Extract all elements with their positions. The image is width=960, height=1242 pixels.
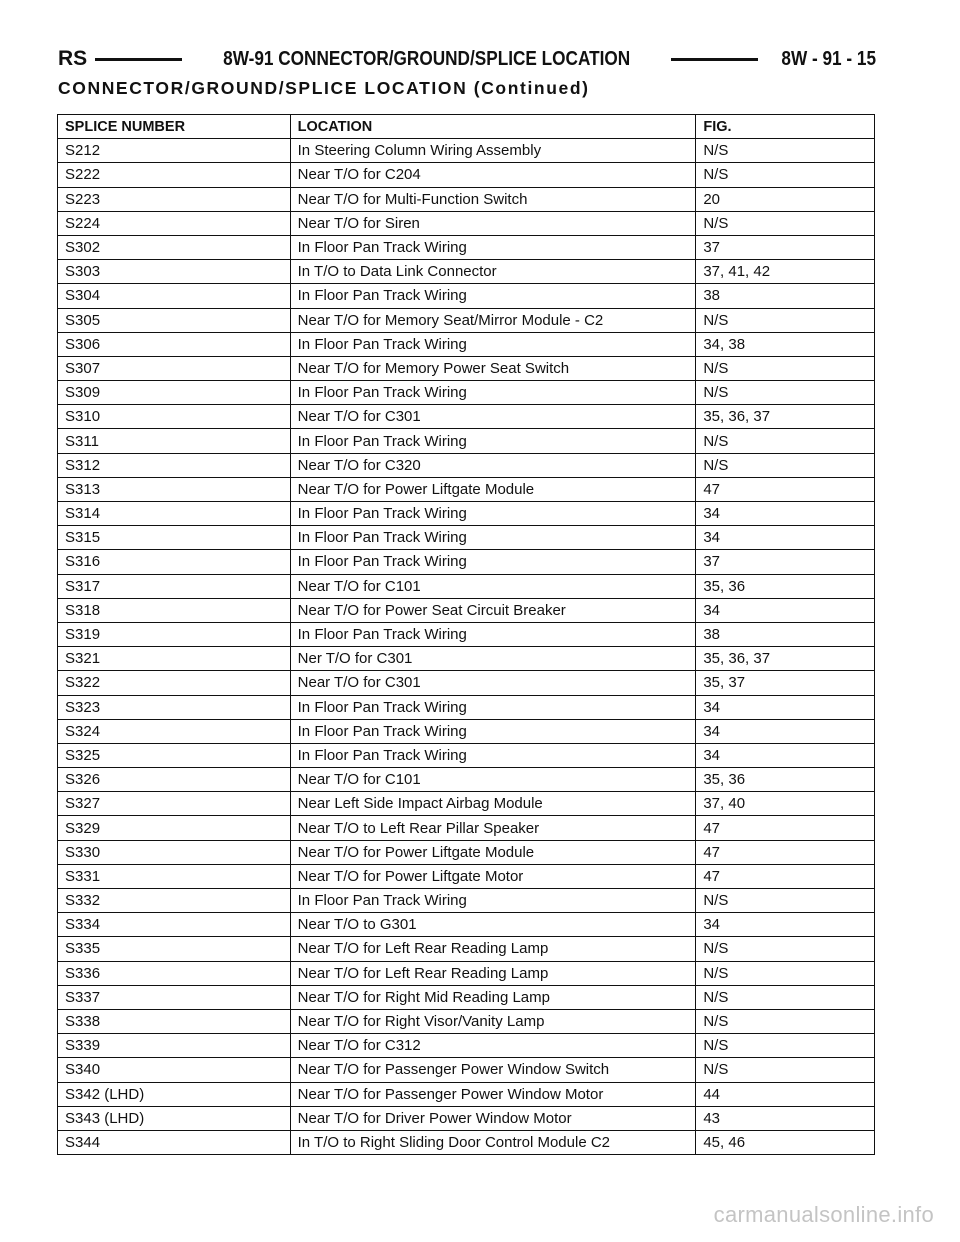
cell-splice-number: S343 (LHD) [58, 1106, 291, 1130]
cell-fig: 47 [696, 477, 875, 501]
cell-splice-number: S339 [58, 1034, 291, 1058]
table-row [58, 622, 875, 646]
cell-splice-number: S342 (LHD) [58, 1082, 291, 1106]
table-body [58, 139, 875, 1155]
cell-fig: N/S [696, 211, 875, 235]
table-row [58, 937, 875, 961]
table-row [58, 961, 875, 985]
cell-fig: 35, 36 [696, 768, 875, 792]
cell-fig: 44 [696, 1082, 875, 1106]
cell-splice-number: S312 [58, 453, 291, 477]
cell-splice-number: S325 [58, 743, 291, 767]
cell-splice-number: S304 [58, 284, 291, 308]
cell-location: In Floor Pan Track Wiring [290, 502, 696, 526]
cell-fig: 37, 40 [696, 792, 875, 816]
cell-fig: 35, 36, 37 [696, 405, 875, 429]
cell-splice-number: S212 [58, 139, 291, 163]
cell-fig: N/S [696, 985, 875, 1009]
cell-fig: N/S [696, 356, 875, 380]
cell-fig: N/S [696, 889, 875, 913]
cell-splice-number: S305 [58, 308, 291, 332]
table-row [58, 985, 875, 1009]
cell-splice-number: S330 [58, 840, 291, 864]
cell-fig: 34 [696, 598, 875, 622]
cell-splice-number: S222 [58, 163, 291, 187]
cell-splice-number: S310 [58, 405, 291, 429]
cell-fig: 34 [696, 526, 875, 550]
cell-location: Near T/O to Left Rear Pillar Speaker [290, 816, 696, 840]
cell-fig: 35, 36, 37 [696, 647, 875, 671]
cell-location: Near T/O for Left Rear Reading Lamp [290, 961, 696, 985]
table-row [58, 913, 875, 937]
column-header-location: LOCATION [290, 115, 696, 139]
cell-splice-number: S309 [58, 381, 291, 405]
cell-splice-number: S334 [58, 913, 291, 937]
cell-splice-number: S326 [58, 768, 291, 792]
table-row [58, 840, 875, 864]
cell-splice-number: S337 [58, 985, 291, 1009]
cell-fig: N/S [696, 163, 875, 187]
header-section-code: RS [58, 47, 88, 70]
table-row [58, 743, 875, 767]
cell-splice-number: S223 [58, 187, 291, 211]
cell-splice-number: S329 [58, 816, 291, 840]
table-row [58, 598, 875, 622]
table-row [58, 671, 875, 695]
table-row [58, 405, 875, 429]
cell-fig: 37 [696, 550, 875, 574]
cell-location: Near T/O for Power Liftgate Module [290, 477, 696, 501]
table-row [58, 768, 875, 792]
cell-fig: 45, 46 [696, 1130, 875, 1154]
cell-location: Near T/O to G301 [290, 913, 696, 937]
cell-location: Near T/O for Left Rear Reading Lamp [290, 937, 696, 961]
cell-fig: 34 [696, 719, 875, 743]
cell-location: Near T/O for Right Visor/Vanity Lamp [290, 1009, 696, 1033]
cell-fig: 37 [696, 235, 875, 259]
cell-location: Near T/O for C301 [290, 671, 696, 695]
cell-location: Near Left Side Impact Airbag Module [290, 792, 696, 816]
cell-location: Near T/O for Passenger Power Window Switch [290, 1058, 696, 1082]
cell-location: In Floor Pan Track Wiring [290, 429, 696, 453]
cell-fig: 34, 38 [696, 332, 875, 356]
cell-location: In Floor Pan Track Wiring [290, 550, 696, 574]
cell-location: Near T/O for Driver Power Window Motor [290, 1106, 696, 1130]
cell-fig: 35, 37 [696, 671, 875, 695]
cell-splice-number: S324 [58, 719, 291, 743]
cell-fig: N/S [696, 308, 875, 332]
cell-location: Near T/O for C101 [290, 768, 696, 792]
table-row [58, 526, 875, 550]
page-header [58, 42, 876, 76]
table-row [58, 816, 875, 840]
cell-fig: 47 [696, 816, 875, 840]
cell-location: Near T/O for C301 [290, 405, 696, 429]
cell-location: In Floor Pan Track Wiring [290, 695, 696, 719]
cell-splice-number: S322 [58, 671, 291, 695]
cell-location: Near T/O for C101 [290, 574, 696, 598]
table-row [58, 502, 875, 526]
table-row [58, 308, 875, 332]
cell-splice-number: S332 [58, 889, 291, 913]
table-row [58, 647, 875, 671]
cell-location: Near T/O for Right Mid Reading Lamp [290, 985, 696, 1009]
cell-location: In Floor Pan Track Wiring [290, 719, 696, 743]
table-row [58, 139, 875, 163]
cell-fig: 37, 41, 42 [696, 260, 875, 284]
table-row [58, 719, 875, 743]
cell-location: In Floor Pan Track Wiring [290, 526, 696, 550]
cell-fig: 47 [696, 840, 875, 864]
cell-location: In Steering Column Wiring Assembly [290, 139, 696, 163]
table-row [58, 260, 875, 284]
cell-fig: N/S [696, 1058, 875, 1082]
table-row [58, 235, 875, 259]
cell-fig: 43 [696, 1106, 875, 1130]
table-row [58, 574, 875, 598]
cell-splice-number: S336 [58, 961, 291, 985]
table-row [58, 453, 875, 477]
cell-fig: 34 [696, 695, 875, 719]
cell-splice-number: S319 [58, 622, 291, 646]
cell-location: Near T/O for C320 [290, 453, 696, 477]
cell-fig: 20 [696, 187, 875, 211]
cell-fig: 38 [696, 622, 875, 646]
cell-location: Ner T/O for C301 [290, 647, 696, 671]
cell-splice-number: S344 [58, 1130, 291, 1154]
table-row [58, 211, 875, 235]
cell-splice-number: S338 [58, 1009, 291, 1033]
table-row [58, 1034, 875, 1058]
table-row [58, 187, 875, 211]
cell-fig: 35, 36 [696, 574, 875, 598]
table-row [58, 1082, 875, 1106]
cell-location: Near T/O for Memory Seat/Mirror Module - C2 [290, 308, 696, 332]
cell-splice-number: S340 [58, 1058, 291, 1082]
cell-splice-number: S327 [58, 792, 291, 816]
cell-location: Near T/O for Power Liftgate Motor [290, 864, 696, 888]
table-row [58, 429, 875, 453]
header-title: 8W-91 CONNECTOR/GROUND/SPLICE LOCATION [223, 47, 631, 70]
table-row [58, 356, 875, 380]
header-rule-left [95, 58, 182, 61]
cell-fig: 38 [696, 284, 875, 308]
table-row [58, 332, 875, 356]
cell-location: Near T/O for Passenger Power Window Motor [290, 1082, 696, 1106]
cell-location: Near T/O for Siren [290, 211, 696, 235]
header-page-number: 8W - 91 - 15 [781, 47, 877, 70]
cell-fig: 47 [696, 864, 875, 888]
cell-splice-number: S313 [58, 477, 291, 501]
cell-location: Near T/O for Power Seat Circuit Breaker [290, 598, 696, 622]
cell-location: In Floor Pan Track Wiring [290, 381, 696, 405]
cell-location: Near T/O for Power Liftgate Module [290, 840, 696, 864]
header-rule-right [671, 58, 758, 61]
cell-fig: N/S [696, 139, 875, 163]
cell-splice-number: S303 [58, 260, 291, 284]
table-row [58, 1058, 875, 1082]
table-row [58, 284, 875, 308]
cell-fig: N/S [696, 429, 875, 453]
cell-splice-number: S331 [58, 864, 291, 888]
table-row [58, 381, 875, 405]
table-row [58, 477, 875, 501]
cell-location: Near T/O for C312 [290, 1034, 696, 1058]
cell-location: Near T/O for Multi-Function Switch [290, 187, 696, 211]
cell-splice-number: S317 [58, 574, 291, 598]
cell-splice-number: S316 [58, 550, 291, 574]
cell-location: In T/O to Data Link Connector [290, 260, 696, 284]
cell-location: Near T/O for Memory Power Seat Switch [290, 356, 696, 380]
section-subtitle: CONNECTOR/GROUND/SPLICE LOCATION (Continued) [58, 78, 590, 98]
cell-splice-number: S321 [58, 647, 291, 671]
column-header-fig: FIG. [696, 115, 875, 139]
table-row [58, 792, 875, 816]
cell-fig: N/S [696, 1034, 875, 1058]
cell-location: In Floor Pan Track Wiring [290, 743, 696, 767]
table-row [58, 695, 875, 719]
cell-location: In Floor Pan Track Wiring [290, 284, 696, 308]
table-row [58, 1106, 875, 1130]
cell-location: In Floor Pan Track Wiring [290, 889, 696, 913]
cell-splice-number: S306 [58, 332, 291, 356]
table-row [58, 163, 875, 187]
table-row [58, 864, 875, 888]
column-header-splice-number: SPLICE NUMBER [58, 115, 291, 139]
table-row [58, 550, 875, 574]
cell-splice-number: S323 [58, 695, 291, 719]
cell-splice-number: S302 [58, 235, 291, 259]
cell-fig: N/S [696, 937, 875, 961]
cell-splice-number: S224 [58, 211, 291, 235]
cell-fig: N/S [696, 961, 875, 985]
watermark: carmanualsonline.info [713, 1202, 934, 1227]
cell-location: In T/O to Right Sliding Door Control Module C2 [290, 1130, 696, 1154]
table-row [58, 1009, 875, 1033]
cell-splice-number: S311 [58, 429, 291, 453]
table-row [58, 889, 875, 913]
cell-fig: 34 [696, 502, 875, 526]
cell-fig: 34 [696, 913, 875, 937]
cell-location: In Floor Pan Track Wiring [290, 235, 696, 259]
cell-location: In Floor Pan Track Wiring [290, 622, 696, 646]
table-row [58, 1130, 875, 1154]
splice-location-table [57, 114, 875, 1155]
cell-splice-number: S335 [58, 937, 291, 961]
cell-fig: N/S [696, 453, 875, 477]
cell-location: In Floor Pan Track Wiring [290, 332, 696, 356]
cell-fig: N/S [696, 1009, 875, 1033]
cell-location: Near T/O for C204 [290, 163, 696, 187]
cell-splice-number: S315 [58, 526, 291, 550]
cell-splice-number: S307 [58, 356, 291, 380]
cell-fig: 34 [696, 743, 875, 767]
cell-fig: N/S [696, 381, 875, 405]
cell-splice-number: S314 [58, 502, 291, 526]
cell-splice-number: S318 [58, 598, 291, 622]
table-header-row [58, 115, 875, 139]
